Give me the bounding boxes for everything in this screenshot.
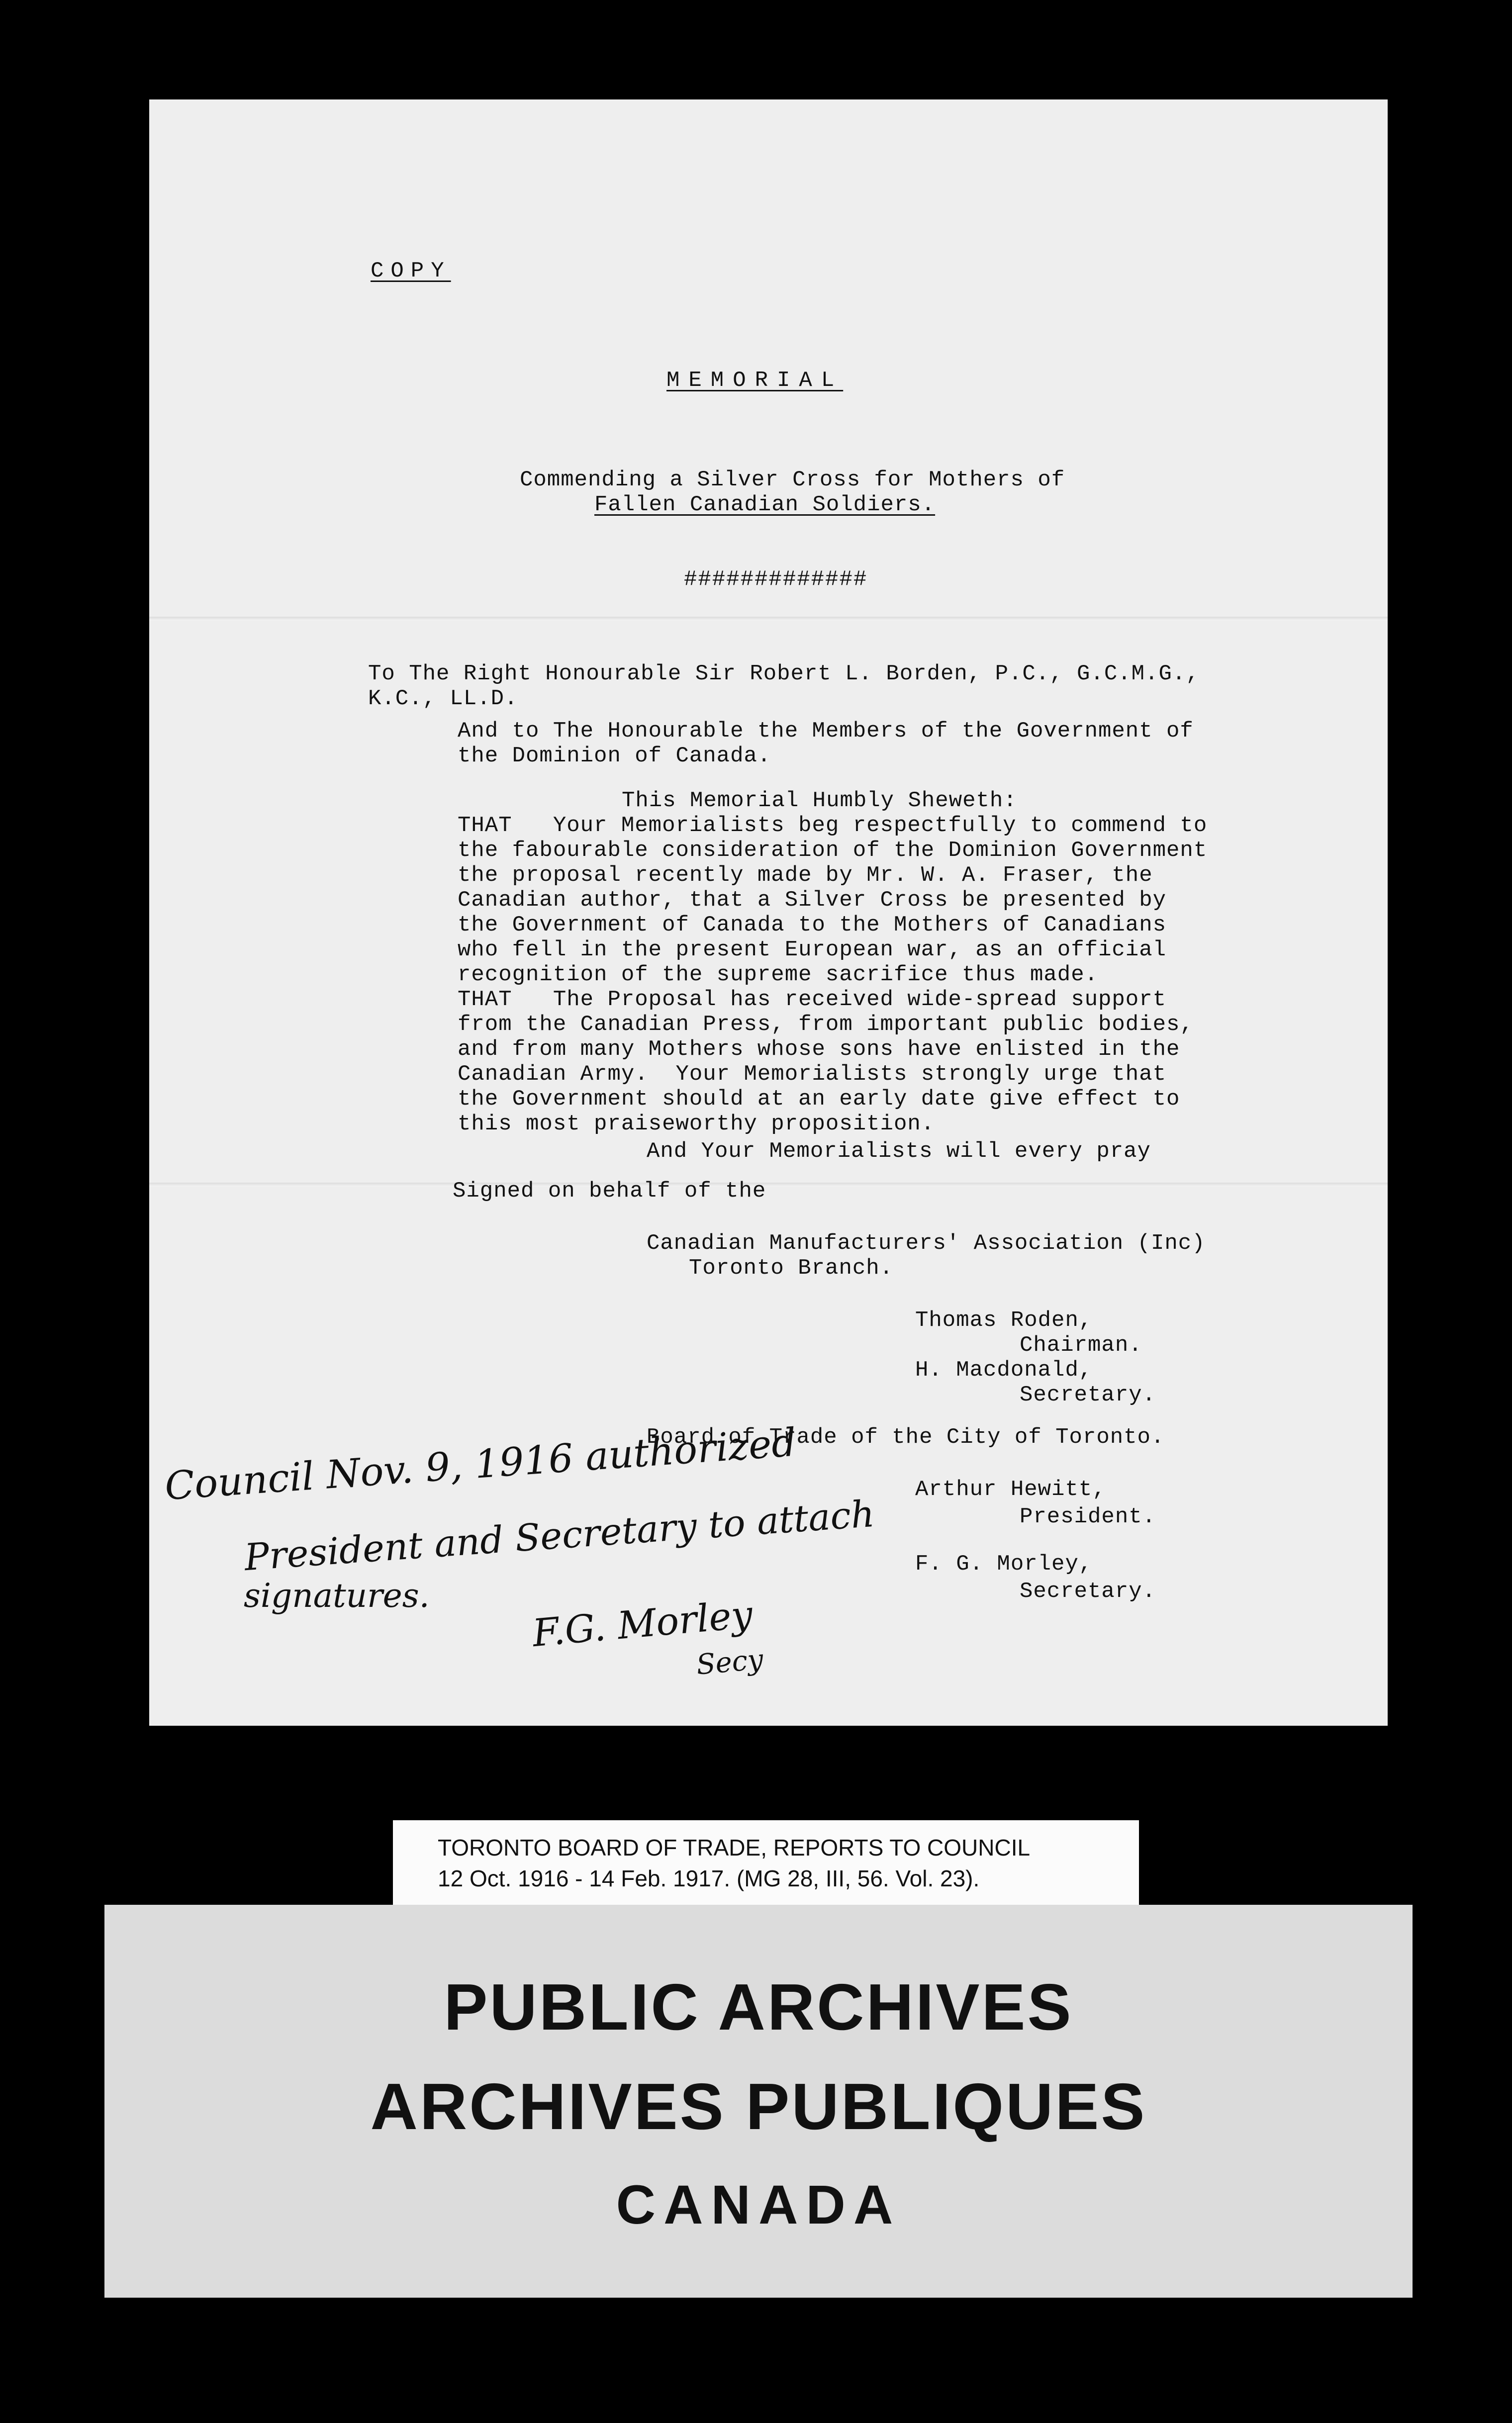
signatory-name: Thomas Roden, <box>915 1308 1093 1333</box>
stamp-line-2: ARCHIVES PUBLIQUES <box>370 2070 1147 2143</box>
body-line: Canadian author, that a Silver Cross be presented by <box>458 888 1167 913</box>
address-line-2: K.C., LL.D. <box>368 686 518 711</box>
handwritten-signature: F.G. Morley <box>530 1591 755 1656</box>
copy-heading: COPY <box>371 259 451 283</box>
address-line-3: And to The Honourable the Members of the Government of <box>458 719 1194 744</box>
handwritten-note-line-3: signatures. <box>244 1577 430 1615</box>
stamp-line-3: CANADA <box>616 2174 901 2236</box>
stamp-line-1: PUBLIC ARCHIVES <box>444 1970 1073 2044</box>
body-line: recognition of the supreme sacrifice thus made. <box>458 962 1099 987</box>
body-line: This Memorial Humbly Sheweth: <box>622 788 1017 813</box>
archive-reference-label <box>393 1820 1139 1905</box>
body-line: THAT The Proposal has received wide-spread support <box>458 987 1167 1012</box>
subtitle-line-1: Commending a Silver Cross for Mothers of <box>520 467 1065 492</box>
body-line: the Government of Canada to the Mothers of Canadians <box>458 913 1167 937</box>
body-line: the Government should at an early date give effect to <box>458 1087 1180 1112</box>
body-line: and from many Mothers whose sons have enlisted in the <box>458 1037 1180 1062</box>
paper-fold <box>149 1183 1388 1187</box>
body-line: this most praiseworthy proposition. <box>458 1112 935 1136</box>
paper-fold <box>149 617 1388 621</box>
body-line: from the Canadian Press, from important public bodies, <box>458 1012 1194 1037</box>
archive-label-line-2: 12 Oct. 1916 - 14 Feb. 1917. (MG 28, III, 56. Vol. 23). <box>438 1865 980 1891</box>
board-name: Board of Trade of the City of Toronto. <box>647 1425 1165 1450</box>
memorial-title: MEMORIAL <box>666 368 844 393</box>
separator-rule: ############# <box>684 567 868 592</box>
body-line: Canadian Army. Your Memorialists strongly urge that <box>458 1062 1167 1087</box>
handwritten-signature-title: Secy <box>695 1643 765 1681</box>
association-name: Canadian Manufacturers' Association (Inc) <box>647 1231 1206 1256</box>
address-line-1: To The Right Honourable Sir Robert L. Borden, P.C., G.C.M.G., <box>368 661 1200 686</box>
public-archives-stamp <box>104 1905 1413 2298</box>
body-line: the fabourable consideration of the Dominion Government <box>458 838 1208 863</box>
signatory-title: Chairman. <box>1020 1333 1142 1358</box>
association-branch: Toronto Branch. <box>689 1256 894 1281</box>
signatory-title: Secretary. <box>1020 1383 1156 1407</box>
handwritten-note-line-2: President and Secretary to attach <box>243 1492 876 1580</box>
handwritten-note-line-1: Council Nov. 9, 1916 authorized <box>163 1420 798 1509</box>
signed-on-behalf: Signed on behalf of the <box>453 1179 766 1204</box>
archive-label-line-1: TORONTO BOARD OF TRADE, REPORTS TO COUNCIL <box>438 1835 1031 1861</box>
body-line: THAT Your Memorialists beg respectfully to commend to <box>458 813 1208 838</box>
body-line: And Your Memorialists will every pray <box>647 1139 1151 1164</box>
signatory-title: President. <box>1020 1504 1156 1529</box>
subtitle-line-2: Fallen Canadian Soldiers. <box>594 492 936 517</box>
signatory-title: Secretary. <box>1020 1579 1156 1604</box>
body-line: the proposal recently made by Mr. W. A. Fraser, the <box>458 863 1153 888</box>
body-line: who fell in the present European war, as an official <box>458 937 1167 962</box>
address-line-4: the Dominion of Canada. <box>458 744 771 768</box>
signatory-name: Arthur Hewitt, <box>915 1477 1106 1502</box>
signatory-name: H. Macdonald, <box>915 1358 1093 1383</box>
signatory-name: F. G. Morley, <box>915 1552 1093 1577</box>
